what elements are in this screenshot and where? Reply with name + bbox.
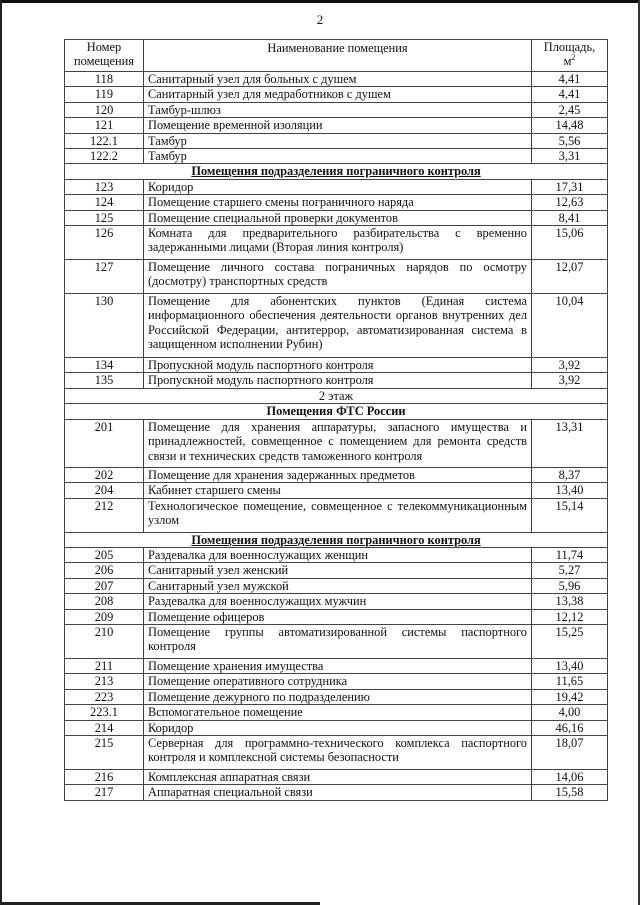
table-row: [65, 467, 608, 482]
room-number-cell: 122.1: [65, 133, 144, 148]
room-area-cell: 8,37: [532, 467, 608, 482]
room-area-cell: 3,92: [532, 358, 608, 373]
room-area-cell: 15,06: [532, 226, 608, 260]
room-area-cell: 4,41: [532, 72, 608, 87]
room-name-cell: Санитарный узел для больных с душем: [144, 72, 532, 87]
table-row: [65, 578, 608, 593]
room-number-cell: 127: [65, 260, 144, 294]
room-name-cell: Помещение специальной проверки документов: [144, 210, 532, 225]
room-number-cell: 216: [65, 769, 144, 784]
room-name-cell: Помещение временной изоляции: [144, 118, 532, 133]
table-header-row: [65, 40, 608, 72]
room-number-cell: 223.1: [65, 705, 144, 720]
room-name-cell: Помещение офицеров: [144, 609, 532, 624]
room-area-cell: 2,45: [532, 102, 608, 117]
header-room-name: Наименование помещения: [144, 40, 532, 72]
section-label: Помещения подразделения пограничного контроля: [65, 164, 608, 179]
section-header-row: [65, 404, 608, 419]
room-name-cell: Пропускной модуль паспортного контроля: [144, 358, 532, 373]
room-name-cell: Помещение дежурного по подразделению: [144, 689, 532, 704]
room-area-cell: 19,42: [532, 689, 608, 704]
room-number-cell: 205: [65, 547, 144, 562]
table-row: [65, 102, 608, 117]
table-row: [65, 226, 608, 260]
room-number-cell: 207: [65, 578, 144, 593]
room-area-cell: 13,31: [532, 419, 608, 467]
table-row: [65, 260, 608, 294]
table-row: [65, 720, 608, 735]
room-area-cell: 17,31: [532, 179, 608, 194]
floor-header-row: [65, 388, 608, 403]
table-row: [65, 195, 608, 210]
table-row: [65, 358, 608, 373]
table-row: [65, 72, 608, 87]
room-name-cell: Серверная для программно-технического комплекса паспортного контроля и комплексной системы безопасности: [144, 735, 532, 769]
room-name-cell: Санитарный узел для медработников с душем: [144, 87, 532, 102]
header-area-unit: м: [563, 53, 572, 68]
header-area-unit-sup: 2: [571, 52, 576, 62]
room-number-cell: 126: [65, 226, 144, 260]
room-area-cell: 13,40: [532, 483, 608, 498]
room-number-cell: 119: [65, 87, 144, 102]
room-number-cell: 122.2: [65, 149, 144, 164]
table-body: [65, 72, 608, 801]
table-row: [65, 735, 608, 769]
room-area-cell: 10,04: [532, 294, 608, 358]
table-row: [65, 563, 608, 578]
table-row: [65, 294, 608, 358]
table-row: [65, 785, 608, 800]
room-name-cell: Санитарный узел женский: [144, 563, 532, 578]
page-number: 2: [316, 12, 324, 27]
table-row: [65, 624, 608, 658]
header-area: [532, 40, 608, 72]
room-name-cell: Пропускной модуль паспортного контроля: [144, 373, 532, 388]
rooms-table: [64, 39, 608, 801]
room-area-cell: 18,07: [532, 735, 608, 769]
room-name-cell: Помещение группы автоматизированной системы паспортного контроля: [144, 624, 532, 658]
room-number-cell: 201: [65, 419, 144, 467]
header-area-label: Площадь,: [543, 40, 596, 54]
room-number-cell: 125: [65, 210, 144, 225]
room-name-cell: Помещение оперативного сотрудника: [144, 674, 532, 689]
table-row: [65, 609, 608, 624]
section-header-row: [65, 532, 608, 547]
room-area-cell: 4,00: [532, 705, 608, 720]
room-number-cell: 211: [65, 658, 144, 673]
room-area-cell: 12,12: [532, 609, 608, 624]
room-name-cell: Комната для предварительного разбирательства с временно задержанными лицами (Вторая линия контроля): [144, 226, 532, 260]
room-number-cell: 213: [65, 674, 144, 689]
room-name-cell: Комплексная аппаратная связи: [144, 769, 532, 784]
scan-border-top: [0, 0, 640, 3]
table-row: [65, 769, 608, 784]
room-number-cell: 208: [65, 594, 144, 609]
room-area-cell: 15,58: [532, 785, 608, 800]
header-room-number: Номер помещения: [65, 40, 144, 72]
section-header-row: [65, 164, 608, 179]
table-row: [65, 149, 608, 164]
room-area-cell: 13,38: [532, 594, 608, 609]
room-area-cell: 15,14: [532, 498, 608, 532]
room-area-cell: 11,74: [532, 547, 608, 562]
room-number-cell: 210: [65, 624, 144, 658]
room-name-cell: Раздевалка для военнослужащих женщин: [144, 547, 532, 562]
room-name-cell: Коридор: [144, 179, 532, 194]
table-row: [65, 547, 608, 562]
room-name-cell: Помещение для хранения задержанных предметов: [144, 467, 532, 482]
room-name-cell: Технологическое помещение, совмещенное с телекоммуникационным узлом: [144, 498, 532, 532]
room-number-cell: 202: [65, 467, 144, 482]
room-area-cell: 5,56: [532, 133, 608, 148]
room-number-cell: 135: [65, 373, 144, 388]
room-number-cell: 130: [65, 294, 144, 358]
room-number-cell: 121: [65, 118, 144, 133]
room-area-cell: 11,65: [532, 674, 608, 689]
table-row: [65, 87, 608, 102]
room-number-cell: 212: [65, 498, 144, 532]
table-row: [65, 483, 608, 498]
room-number-cell: 204: [65, 483, 144, 498]
room-number-cell: 134: [65, 358, 144, 373]
room-number-cell: 206: [65, 563, 144, 578]
room-number-cell: 217: [65, 785, 144, 800]
room-area-cell: 8,41: [532, 210, 608, 225]
room-area-cell: 5,96: [532, 578, 608, 593]
room-number-cell: 215: [65, 735, 144, 769]
room-area-cell: 12,63: [532, 195, 608, 210]
room-name-cell: Тамбур: [144, 133, 532, 148]
room-name-cell: Кабинет старшего смены: [144, 483, 532, 498]
table-row: [65, 498, 608, 532]
room-number-cell: 209: [65, 609, 144, 624]
room-name-cell: Помещение хранения имущества: [144, 658, 532, 673]
table-row: [65, 373, 608, 388]
table-row: [65, 179, 608, 194]
room-number-cell: 120: [65, 102, 144, 117]
room-name-cell: Тамбур-шлюз: [144, 102, 532, 117]
floor-label: 2 этаж: [65, 388, 608, 403]
scan-border-left: [0, 0, 2, 905]
room-name-cell: Помещение личного состава пограничных нарядов по осмотру (досмотру) транспортных средств: [144, 260, 532, 294]
room-number-cell: 123: [65, 179, 144, 194]
table-row: [65, 689, 608, 704]
room-area-cell: 15,25: [532, 624, 608, 658]
room-name-cell: Раздевалка для военнослужащих мужчин: [144, 594, 532, 609]
room-area-cell: 4,41: [532, 87, 608, 102]
table-row: [65, 594, 608, 609]
room-area-cell: 12,07: [532, 260, 608, 294]
room-name-cell: Коридор: [144, 720, 532, 735]
table-row: [65, 210, 608, 225]
room-name-cell: Вспомогательное помещение: [144, 705, 532, 720]
room-name-cell: Помещение для хранения аппаратуры, запасного имущества и принадлежностей, совмещенное с помещением для ремонта средств связи и технических средств таможенного контроля: [144, 419, 532, 467]
room-number-cell: 214: [65, 720, 144, 735]
room-area-cell: 3,31: [532, 149, 608, 164]
room-number-cell: 118: [65, 72, 144, 87]
room-area-cell: 14,06: [532, 769, 608, 784]
room-number-cell: 223: [65, 689, 144, 704]
room-area-cell: 14,48: [532, 118, 608, 133]
table-row: [65, 419, 608, 467]
room-name-cell: Помещение старшего смены пограничного наряда: [144, 195, 532, 210]
room-name-cell: Санитарный узел мужской: [144, 578, 532, 593]
table-row: [65, 705, 608, 720]
room-name-cell: Тамбур: [144, 149, 532, 164]
table-row: [65, 658, 608, 673]
room-area-cell: 13,40: [532, 658, 608, 673]
section-label: Помещения подразделения пограничного контроля: [65, 532, 608, 547]
section-label: Помещения ФТС России: [65, 404, 608, 419]
room-name-cell: Помещение для абонентских пунктов (Единая система информационного обеспечения деятельности органов внутренних дел Российской Федерации, антитеррор, автоматизированная система в защищенном исполнении Рубин): [144, 294, 532, 358]
table-row: [65, 674, 608, 689]
table-row: [65, 118, 608, 133]
table-row: [65, 133, 608, 148]
room-name-cell: Аппаратная специальной связи: [144, 785, 532, 800]
room-area-cell: 3,92: [532, 373, 608, 388]
room-number-cell: 124: [65, 195, 144, 210]
room-area-cell: 46,16: [532, 720, 608, 735]
room-area-cell: 5,27: [532, 563, 608, 578]
